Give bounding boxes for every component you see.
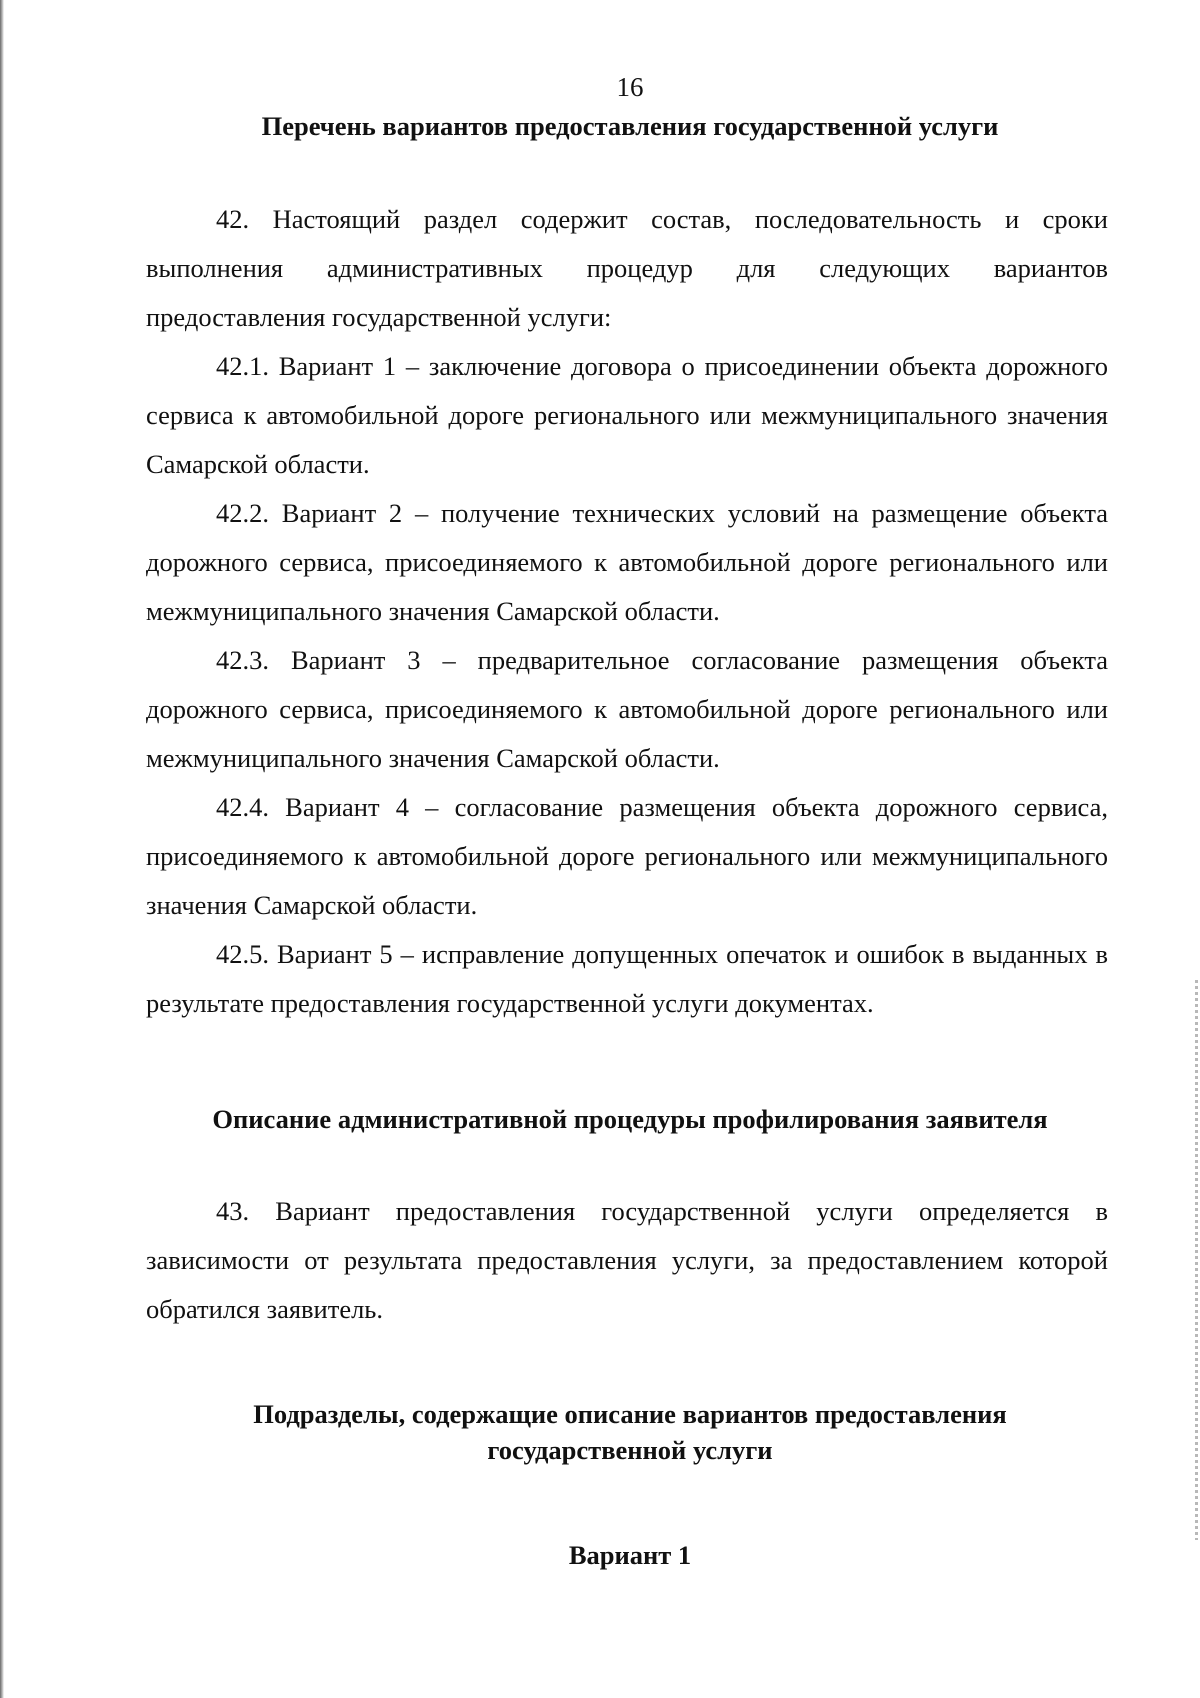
paragraph-43: 43. Вариант предоставления государственной услуги определяется в зависимости от результата предоставления услуги, за предоставлением которой обратился заявитель. [146,1196,1108,1324]
paragraph-42-3: 42.3. Вариант 3 – предварительное согласование размещения объекта дорожного сервиса, присоединяемого к автомобильной дороге регионального или межмуниципального значения Самарской области. [146,645,1108,773]
paragraph-42: 42. Настоящий раздел содержит состав, последовательность и сроки выполнения административных процедур для следующих вариантов предоставления государственной услуги: [146,204,1108,332]
paragraph-42-1: 42.1. Вариант 1 – заключение договора о присоединении объекта дорожного сервиса к автомобильной дороге регионального или межмуниципального значения Самарской области. [146,351,1108,479]
paragraph-42-5: 42.5. Вариант 5 – исправление допущенных опечаток и ошибок в выданных в результате предоставления государственной услуги документах. [146,939,1108,1018]
page-number: 16 [616,72,644,102]
heading-profiling: Описание административной процедуры профилирования заявителя [212,1104,1048,1134]
scan-right-edge [1195,980,1198,1540]
paragraph-42-2: 42.2. Вариант 2 – получение технических условий на размещение объекта дорожного сервиса, присоединяемого к автомобильной дороге регионального или межмуниципального значения Самарской области. [146,498,1108,626]
heading-variants-list: Перечень вариантов предоставления государственной услуги [261,111,999,141]
paragraph-42-4: 42.4. Вариант 4 – согласование размещения объекта дорожного сервиса, присоединяемого к автомобильной дороге регионального или межмуниципального значения Самарской области. [146,792,1108,920]
scan-left-edge [0,0,4,1698]
heading-variant-1: Вариант 1 [568,1540,692,1570]
heading-subsections: Подразделы, содержащие описание вариантов предоставления государственной услуги [253,1399,1007,1465]
